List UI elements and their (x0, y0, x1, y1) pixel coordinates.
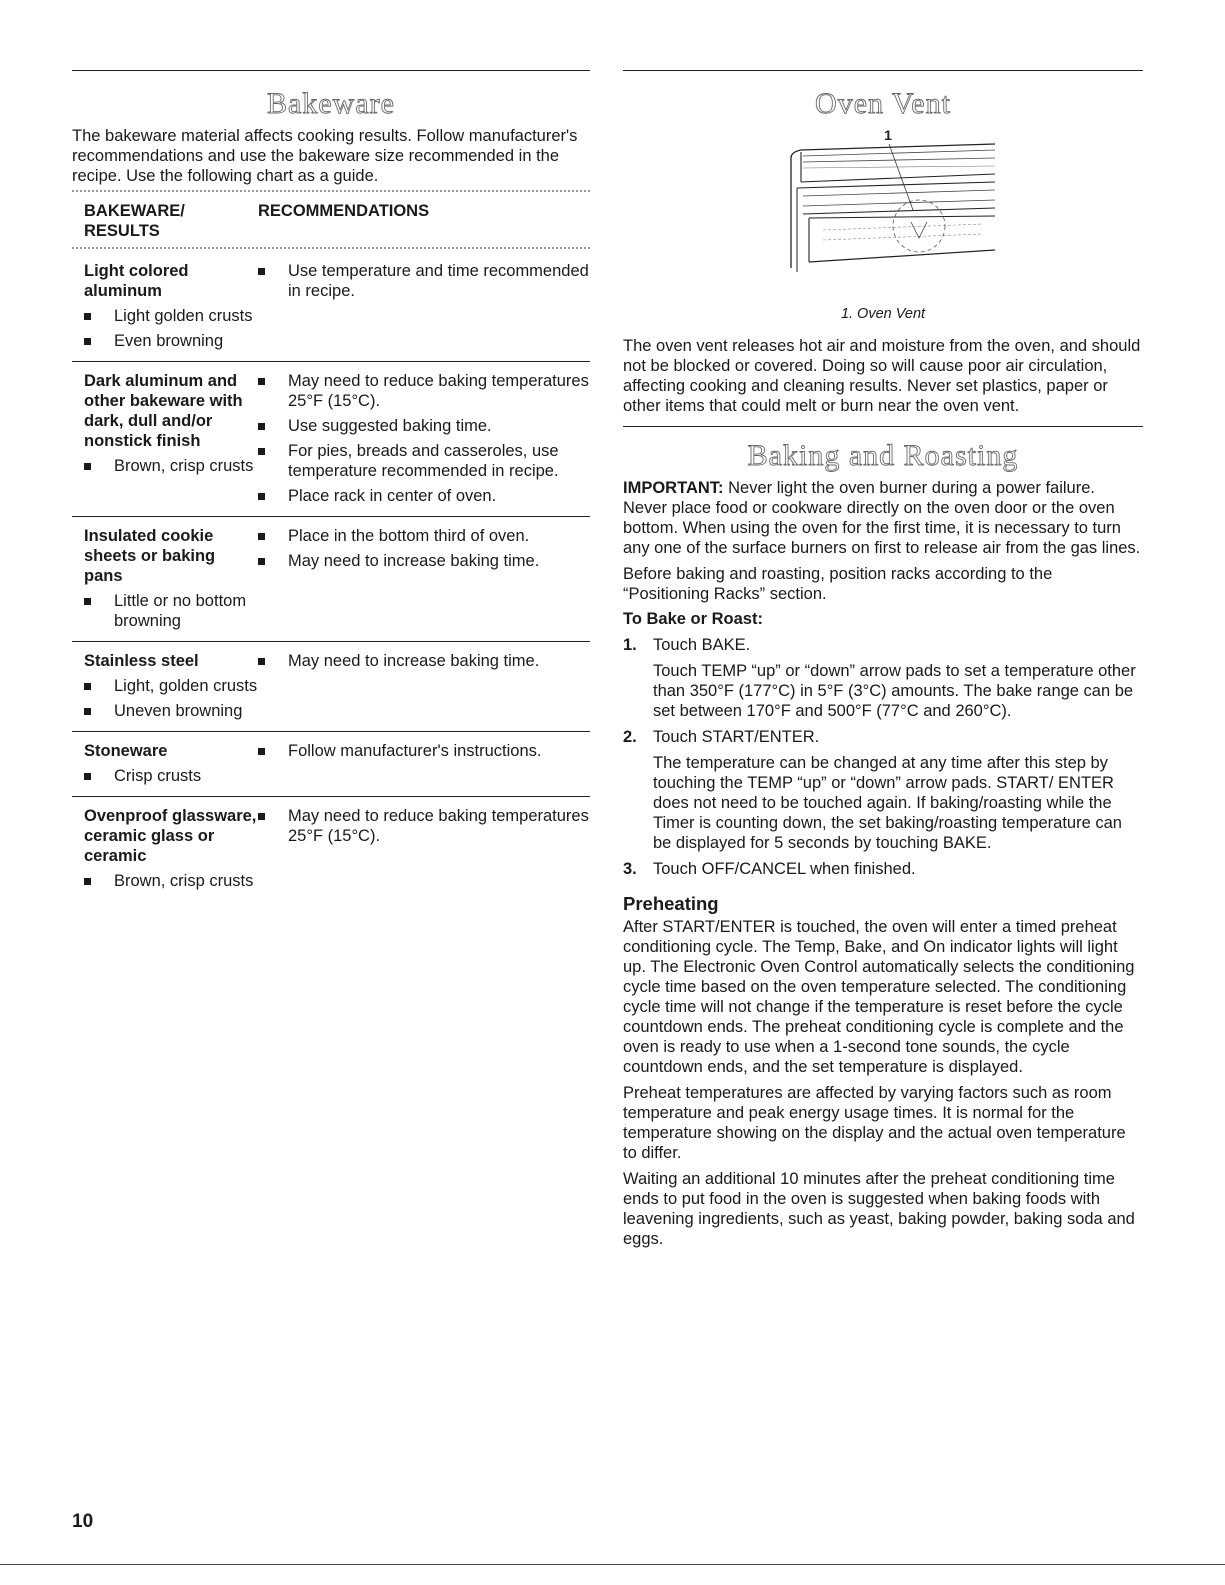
table-row (72, 252, 590, 362)
bullet-icon (258, 493, 265, 500)
bakeware-section (72, 70, 590, 901)
positioning-paragraph: Before baking and roasting, position racks according to the “Positioning Racks” section. (623, 565, 1053, 603)
right-column (623, 70, 1143, 1255)
step-item (623, 635, 1143, 721)
bullet-icon (84, 708, 91, 715)
recommendation-text: May need to increase baking time. (288, 652, 540, 670)
recommendation-text: Use temperature and time recommended in recipe. (288, 262, 589, 300)
bullet-icon (84, 878, 91, 885)
result-text: Brown, crisp crusts (114, 872, 254, 890)
bakeware-name: Light colored aluminum (84, 262, 189, 300)
step-number: 1. (623, 636, 637, 654)
bullet-icon (258, 268, 265, 275)
preheating-paragraph: After START/ENTER is touched, the oven will enter a timed preheat conditioning cycle. The Temp, Bake, and On indicator lights will light up. The Electronic Oven Control automatically selects the conditioning cycle time based on the oven temperature selected. The conditioning cycle time will not change if the temperature is reset before the cycle countdown ends. The preheat conditioning cycle is complete and the oven is ready to use when a 1-second tone sounds, the cycle countdown ends, and the set temperature is displayed. (623, 918, 1135, 1076)
bullet-icon (258, 378, 265, 385)
section-divider (623, 426, 1143, 427)
figure-caption: 1. Oven Vent (840, 306, 926, 322)
table-row (72, 797, 590, 901)
bullet-icon (258, 448, 265, 455)
result-item (84, 456, 258, 476)
bakeware-cell (84, 526, 258, 631)
recommendation-text: For pies, breads and casseroles, use temperature recommended in recipe. (288, 442, 559, 480)
step-item (623, 727, 1143, 853)
step-number: 2. (623, 728, 637, 746)
step-detail: The temperature can be changed at any time after this step by touching the TEMP “up” or “down” arrow pads. START/ ENTER does not need to be touched again. If baking/roasting while the Timer is counting down, the set baking/roasting temperature can be displayed for 5 seconds by touching BAKE. (653, 754, 1122, 852)
result-item (84, 331, 258, 351)
table-row (72, 362, 590, 517)
section-top-rule (72, 70, 590, 71)
result-item (84, 676, 258, 696)
table-row (72, 732, 590, 797)
preheating-paragraph: Preheat temperatures are affected by varying factors such as room temperature and peak energy usage times. It is normal for the temperature showing on the display and the actual oven temperature to differ. (623, 1084, 1126, 1162)
col-header-bakeware-results: BAKEWARE/ RESULTS (84, 202, 185, 240)
bakeware-name: Dark aluminum and other bakeware with dark, dull and/or nonstick finish (84, 372, 243, 450)
result-item (84, 701, 258, 721)
recommendations-cell (258, 651, 590, 721)
section-top-rule (623, 70, 1143, 71)
recommendations-cell (258, 261, 590, 351)
table-row (72, 517, 590, 642)
bullet-icon (84, 463, 91, 470)
recommendations-cell (258, 741, 590, 786)
bakeware-cell (84, 741, 258, 786)
result-text: Crisp crusts (114, 767, 202, 785)
recommendations-cell (258, 371, 590, 506)
page-number: 10 (72, 1511, 94, 1532)
step-text: Touch START/ENTER. (653, 728, 820, 746)
bakeware-cell (84, 651, 258, 721)
bakeware-heading: Bakeware (267, 87, 395, 120)
important-label: IMPORTANT: (623, 479, 724, 497)
recommendation-item (258, 741, 590, 761)
step-body (653, 859, 1143, 879)
bakeware-table-header (72, 195, 590, 247)
bullet-icon (258, 558, 265, 565)
table-row (72, 642, 590, 732)
bakeware-name: Ovenproof glassware, ceramic glass or ceramic (84, 807, 257, 865)
step-number: 3. (623, 860, 637, 878)
bullet-icon (84, 338, 91, 345)
recommendation-text: May need to reduce baking temperatures 25°F (15°C). (288, 372, 589, 410)
result-item (84, 766, 258, 786)
oven-vent-illustration (623, 126, 1143, 302)
bakeware-name: Insulated cookie sheets or baking pans (84, 527, 216, 585)
result-text: Light, golden crusts (114, 677, 258, 695)
vent-highlight-circle (893, 200, 945, 252)
important-text: Never light the oven burner during a power failure. Never place food or cookware directly on the oven door or the oven bottom. When using the oven for the first time, it is necessary to turn any one of the surface burners on first to release air from the gas lines. (623, 479, 1141, 557)
bullet-icon (258, 658, 265, 665)
bullet-icon (258, 813, 265, 820)
bakeware-name: Stainless steel (84, 652, 199, 670)
preheating-body (623, 917, 1143, 1249)
result-item (84, 871, 258, 891)
important-paragraph (623, 478, 1143, 558)
recommendation-item (258, 551, 590, 571)
result-text: Light golden crusts (114, 307, 253, 325)
bakeware-intro: The bakeware material affects cooking results. Follow manufacturer's recommendations and use the bakeware size recommended in the recipe. Use the following chart as a guide. (72, 127, 578, 185)
bullet-icon (84, 773, 91, 780)
col-header-recommendations: RECOMMENDATIONS (258, 202, 430, 220)
recommendation-item (258, 526, 590, 546)
recommendation-item (258, 371, 590, 411)
bakeware-name: Stoneware (84, 742, 168, 760)
page-bottom-rule (0, 1564, 1225, 1565)
bullet-icon (84, 598, 91, 605)
recommendation-text: Place in the bottom third of oven. (288, 527, 530, 545)
result-text: Brown, crisp crusts (114, 457, 254, 475)
step-item (623, 859, 1143, 879)
bake-steps-list (623, 635, 1143, 879)
result-text: Even browning (114, 332, 224, 350)
preheating-heading: Preheating (623, 893, 719, 914)
recommendation-item (258, 261, 590, 301)
recommendation-item (258, 416, 590, 436)
preheating-paragraph: Waiting an additional 10 minutes after the preheat conditioning time ends to put food in the oven is suggested when baking foods with leavening ingredients, such as yeast, baking powder, baking soda and eggs. (623, 1170, 1135, 1248)
result-item (84, 591, 258, 631)
result-item (84, 306, 258, 326)
baking-roasting-heading: Baking and Roasting (747, 439, 1019, 472)
bakeware-cell (84, 261, 258, 351)
recommendation-text: Follow manufacturer's instructions. (288, 742, 542, 760)
result-text: Little or no bottom browning (114, 592, 247, 630)
step-body (653, 635, 1143, 721)
callout-number: 1 (884, 127, 892, 143)
recommendation-item (258, 441, 590, 481)
result-text: Uneven browning (114, 702, 243, 720)
recommendations-cell (258, 526, 590, 631)
step-text: Touch BAKE. (653, 636, 751, 654)
recommendation-item (258, 651, 590, 671)
recommendations-cell (258, 806, 590, 891)
recommendation-text: May need to reduce baking temperatures 25°F (15°C). (288, 807, 589, 845)
recommendation-item (258, 486, 590, 506)
bakeware-cell (84, 806, 258, 891)
recommendation-item (258, 806, 590, 846)
bullet-icon (258, 748, 265, 755)
to-bake-heading: To Bake or Roast: (623, 610, 763, 628)
bakeware-cell (84, 371, 258, 506)
step-text: Touch OFF/CANCEL when finished. (653, 860, 916, 878)
recommendation-text: May need to increase baking time. (288, 552, 540, 570)
bakeware-table-body (72, 252, 590, 901)
recommendation-text: Place rack in center of oven. (288, 487, 497, 505)
oven-vent-text: The oven vent releases hot air and moisture from the oven, and should not be blocked or covered. Doing so will cause poor air circulation, affecting cooking and cleaning results. Never set plastics, paper or other items that could melt or burn near the oven vent. (623, 337, 1141, 415)
bullet-icon (258, 533, 265, 540)
recommendation-text: Use suggested baking time. (288, 417, 492, 435)
oven-vent-heading: Oven Vent (815, 87, 951, 120)
bullet-icon (84, 683, 91, 690)
step-detail: Touch TEMP “up” or “down” arrow pads to set a temperature other than 350°F (177°C) in 5°F (3°C) amounts. The bake range can be set between 170°F and 500°F (77°C and 260°C). (653, 662, 1136, 720)
bullet-icon (258, 423, 265, 430)
bullet-icon (84, 313, 91, 320)
step-body (653, 727, 1143, 853)
